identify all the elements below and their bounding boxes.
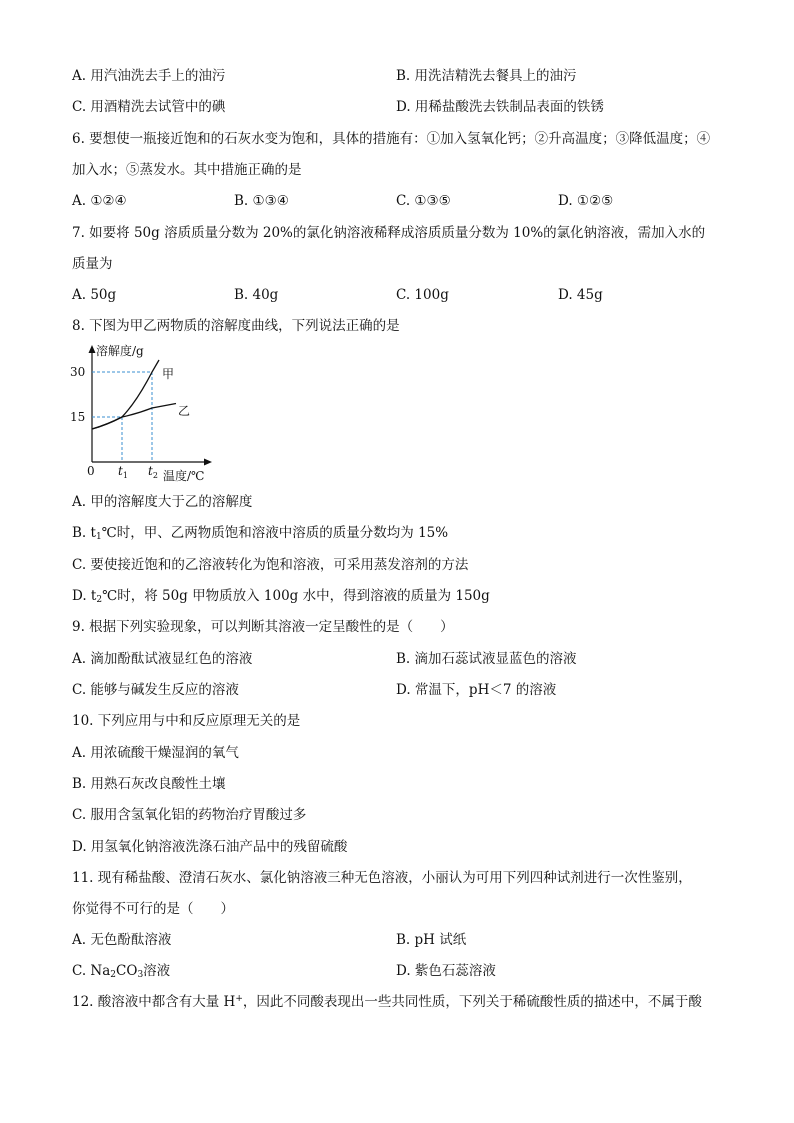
- series-yi-curve: [92, 404, 176, 430]
- x-axis-label: 温度/℃: [163, 469, 205, 483]
- y-axis-label: 溶解度/g: [96, 344, 144, 358]
- q7-option-c: C. 100g: [396, 287, 449, 303]
- q5-option-c: C. 用酒精洗去试管中的碘: [72, 99, 226, 115]
- q10-stem: 10. 下列应用与中和反应原理无关的是: [72, 713, 301, 729]
- q10-option-a: A. 用浓硫酸干燥湿润的氧气: [72, 745, 239, 761]
- q11-option-a: A. 无色酚酞溶液: [72, 932, 172, 948]
- y-tick-15: 15: [70, 410, 86, 424]
- q7-option-b: B. 40g: [234, 287, 279, 303]
- q11-option-c: C. $Na_2CO_3$溶液: [72, 963, 171, 980]
- q9-option-a: A. 滴加酚酞试液显红色的溶液: [72, 651, 253, 667]
- q5-option-a: A. 用汽油洗去手上的油污: [72, 68, 226, 84]
- q6-option-c: C. ①③⑤: [396, 193, 451, 209]
- q7-stem-line2: 质量为: [72, 256, 113, 272]
- q8-option-d: D. $t_2℃$时，将 50g 甲物质放入 100g 水中，得到溶液的质量为 150g: [72, 588, 490, 605]
- q8-option-c: C. 要使接近饱和的乙溶液转化为饱和溶液，可采用蒸发溶剂的方法: [72, 557, 469, 573]
- q7-option-a: A. 50g: [72, 287, 117, 303]
- q9-option-b: B. 滴加石蕊试液显蓝色的溶液: [396, 651, 577, 667]
- q11-stem-line1: 11. 现有稀盐酸、澄清石灰水、氯化钠溶液三种无色溶液，小丽认为可用下列四种试剂进行一次性鉴别，: [72, 870, 692, 886]
- series-jia-label: 甲: [162, 367, 175, 381]
- q5-option-b: B. 用洗洁精洗去餐具上的油污: [396, 68, 577, 84]
- q11-option-d: D. 紫色石蕊溶液: [396, 963, 496, 979]
- q7-stem-line1: 7. 如要将 50g 溶质质量分数为 20%的氯化钠溶液稀释成溶质质量分数为 10%的氯化钠溶液，需加入水的: [72, 225, 706, 241]
- x-tick-t1: $t_1$: [118, 464, 128, 480]
- q12-stem: 12. 酸溶液中都含有大量 H+，因此不同酸表现出一些共同性质，下列关于稀硫酸性质的描述中，不属于酸: [72, 994, 702, 1010]
- q9-stem: 9. 根据下列实验现象，可以判断其溶液一定呈酸性的是（ ）: [72, 619, 454, 635]
- q7-option-d: D. 45g: [558, 287, 603, 303]
- solubility-chart: [66, 340, 226, 485]
- q9-option-d: D. 常温下，pH＜7 的溶液: [396, 682, 557, 698]
- x-tick-t2: $t_2$: [148, 464, 158, 480]
- q6-option-b: B. ①③④: [234, 193, 289, 209]
- q6-stem-line1: 6. 要想使一瓶接近饱和的石灰水变为饱和，具体的措施有：①加入氢氧化钙；②升高温度；③降低温度；④: [72, 131, 711, 147]
- q10-option-c: C. 服用含氢氧化铝的药物治疗胃酸过多: [72, 807, 307, 823]
- q10-option-b: B. 用熟石灰改良酸性土壤: [72, 776, 226, 792]
- q11-option-b: B. pH 试纸: [396, 932, 467, 948]
- series-jia-curve: [92, 360, 159, 429]
- y-axis-arrow: [89, 345, 96, 353]
- q8-option-b: B. $t_1℃$时，甲、乙两物质饱和溶液中溶质的质量分数均为 15%: [72, 525, 449, 542]
- q6-option-d: D. ①②⑤: [558, 193, 614, 209]
- q8-stem: 8. 下图为甲乙两物质的溶解度曲线，下列说法正确的是: [72, 318, 400, 334]
- x-axis-arrow: [204, 459, 212, 466]
- q6-stem-line2: 加入水；⑤蒸发水。其中措施正确的是: [72, 162, 302, 178]
- q6-option-a: A. ①②④: [72, 193, 127, 209]
- q10-option-d: D. 用氢氧化钠溶液洗涤石油产品中的残留硫酸: [72, 839, 348, 855]
- q9-option-c: C. 能够与碱发生反应的溶液: [72, 682, 239, 698]
- q8-option-a: A. 甲的溶解度大于乙的溶解度: [72, 494, 253, 510]
- y-tick-30: 30: [70, 365, 86, 379]
- series-yi-label: 乙: [178, 404, 191, 418]
- q11-stem-line2: 你觉得不可行的是（ ）: [72, 901, 234, 917]
- q5-option-d: D. 用稀盐酸洗去铁制品表面的铁锈: [396, 99, 604, 115]
- origin-label: 0: [87, 464, 95, 478]
